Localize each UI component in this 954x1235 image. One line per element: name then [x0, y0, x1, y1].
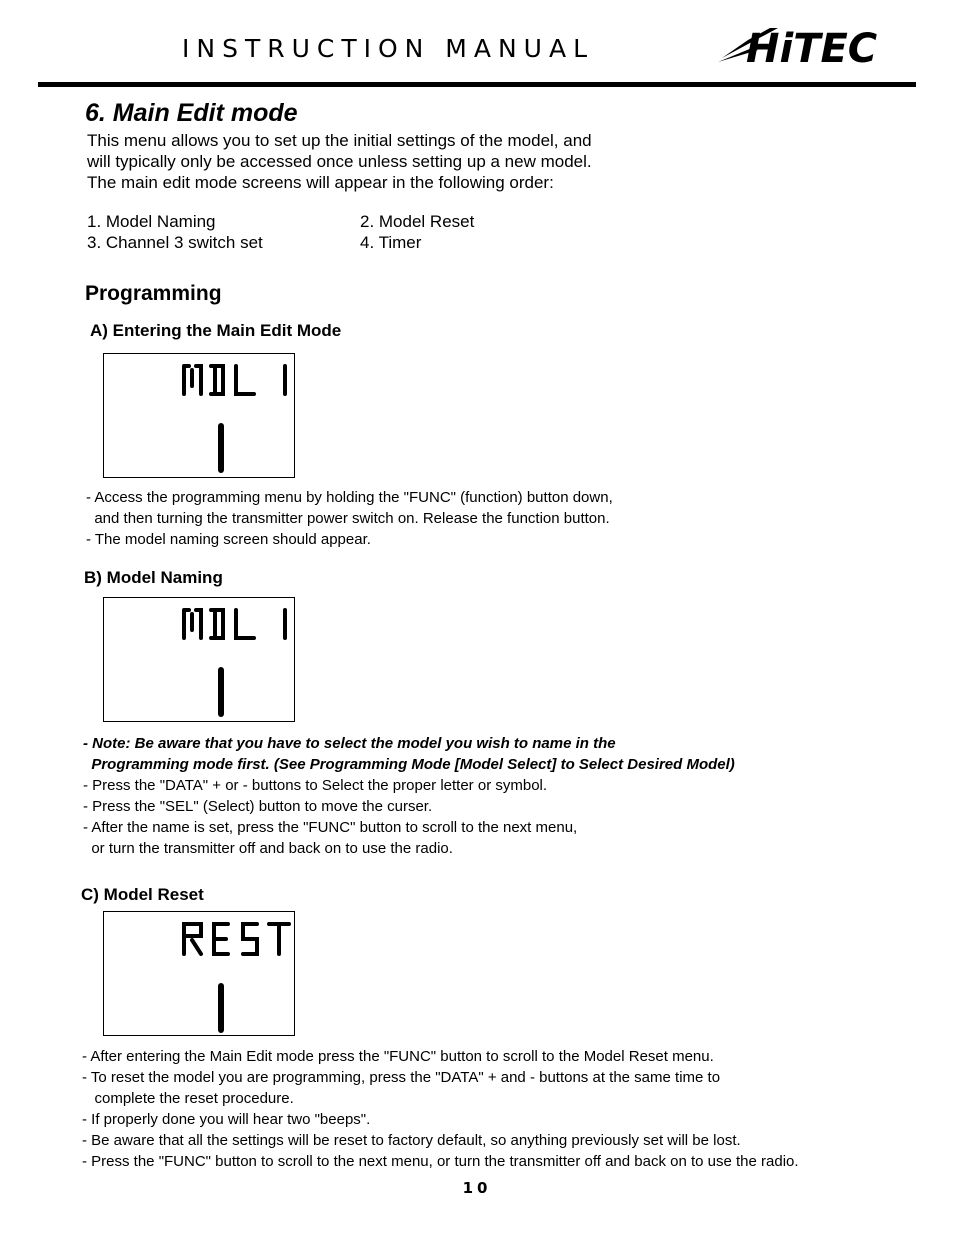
text-line: and then turning the transmitter power switch on. Release the function button.: [86, 510, 610, 527]
lcd-segments-rest: [104, 912, 294, 1035]
logo-wordmark: HiTEC: [746, 26, 878, 68]
lcd-segments-mdl1: [104, 598, 294, 721]
page-number: 10: [462, 1179, 492, 1197]
text-line: - To reset the model you are programming, press the "DATA" + and - buttons at the same time to: [82, 1069, 721, 1086]
manual-title: INSTRUCTION MANUAL: [182, 34, 595, 63]
text-line: - After the name is set, press the "FUNC" button to scroll to the next menu,: [83, 819, 578, 836]
lcd-display-b: [103, 597, 295, 722]
note-line: - Note: Be aware that you have to select the model you wish to name in the: [83, 735, 616, 752]
lcd-display-c: [103, 911, 295, 1036]
subsection-b-text: [83, 733, 735, 859]
subsection-a-text: [86, 487, 613, 550]
lcd-display-a: [103, 353, 295, 478]
lcd-segments-mdl1: [104, 354, 294, 477]
header-rule: [38, 82, 916, 87]
programming-heading: Programming: [85, 282, 222, 305]
text-line: or turn the transmitter off and back on to use the radio.: [83, 840, 453, 857]
intro-line: The main edit mode screens will appear in the following order:: [87, 173, 554, 192]
text-line: - If properly done you will hear two "beeps".: [82, 1111, 371, 1128]
intro-paragraph: [87, 130, 592, 193]
order-item: 4. Timer: [360, 233, 422, 252]
text-line: - Press the "SEL" (Select) button to move the curser.: [83, 798, 433, 815]
text-line: - Be aware that all the settings will be reset to factory default, so anything previously set will be lost.: [82, 1132, 741, 1149]
subsection-c-heading: C) Model Reset: [81, 885, 204, 904]
note-line: Programming mode first. (See Programming Mode [Model Select] to Select Desired Model): [83, 756, 735, 773]
text-line: - The model naming screen should appear.: [86, 531, 371, 548]
order-item: 1. Model Naming: [87, 212, 216, 231]
subsection-a-heading: A) Entering the Main Edit Mode: [90, 321, 342, 340]
subsection-b-heading: B) Model Naming: [84, 568, 223, 587]
intro-line: This menu allows you to set up the initial settings of the model, and: [87, 131, 592, 150]
hitec-logo-mark: [718, 20, 898, 68]
section-title: 6. Main Edit mode: [85, 99, 298, 127]
text-line: - Press the "DATA" + or - buttons to Select the proper letter or symbol.: [83, 777, 548, 794]
text-line: - After entering the Main Edit mode press the "FUNC" button to scroll to the Model Reset menu.: [82, 1048, 714, 1065]
text-line: - Access the programming menu by holding the "FUNC" (function) button down,: [86, 489, 613, 506]
hitec-logo: [718, 20, 898, 68]
order-item: 2. Model Reset: [360, 212, 475, 231]
order-item: 3. Channel 3 switch set: [87, 233, 263, 252]
subsection-c-text: [82, 1046, 799, 1172]
text-line: complete the reset procedure.: [82, 1090, 294, 1107]
intro-line: will typically only be accessed once unless setting up a new model.: [87, 152, 592, 171]
text-line: - Press the "FUNC" button to scroll to the next menu, or turn the transmitter off and back on to use the radio.: [82, 1153, 799, 1170]
